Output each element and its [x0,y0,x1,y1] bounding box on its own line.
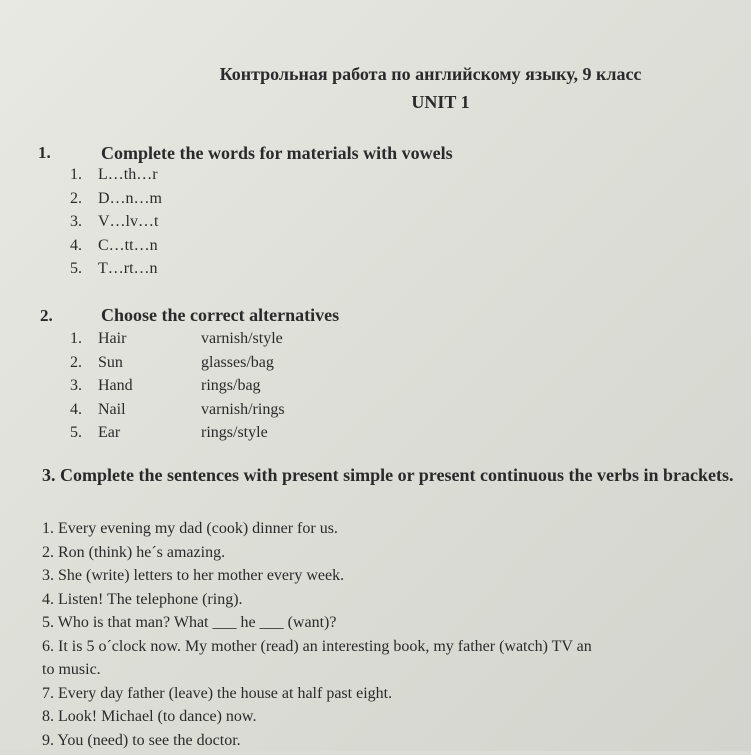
task2-number: 2. [40,306,53,326]
list-item: 5. Ear rings/style [70,424,285,448]
page-title: Контрольная работа по английскому языку, 9 класс [0,64,751,85]
task3-list [42,520,592,755]
task2-heading: Choose the correct alternatives [101,305,339,326]
list-item: 2. D…n…m [70,190,162,214]
list-item: 1. Every evening my dad (cook) dinner for us. [42,520,592,544]
list-item: 4. Nail varnish/rings [70,401,285,425]
list-item: 3. V…lv…t [70,213,162,237]
list-item: 7. Every day father (leave) the house at half past eight. [42,685,592,709]
list-item: 8. Look! Michael (to dance) now. [42,708,592,732]
unit-label: UNIT 1 [0,92,751,113]
list-item: 5. T…rt…n [70,260,162,284]
task1-list [70,166,162,284]
list-item: 1. Hair varnish/style [70,330,285,354]
list-item: 4. Listen! The telephone (ring). [42,591,592,615]
list-item: 3. Hand rings/bag [70,377,285,401]
list-item-continuation: to music. [42,661,592,685]
task1-number: 1. [38,143,51,163]
list-item: 9. You (need) to see the doctor. [42,732,592,755]
list-item: 5. Who is that man? What ___ he ___ (want)? [42,614,592,638]
list-item: 1. L…th…r [70,166,162,190]
list-item: 2. Sun glasses/bag [70,354,285,378]
list-item: 2. Ron (think) he´s amazing. [42,544,592,568]
list-item: 6. It is 5 o´clock now. My mother (read) an interesting book, my father (watch) TV an [42,638,592,662]
task2-list [70,330,285,448]
task3-heading: 3. Complete the sentences with present simple or present continuous the verbs in brackets. [42,462,751,489]
list-item: 4. C…tt…n [70,237,162,261]
task1-heading: Complete the words for materials with vowels [101,143,453,164]
list-item: 3. She (write) letters to her mother every week. [42,567,592,591]
